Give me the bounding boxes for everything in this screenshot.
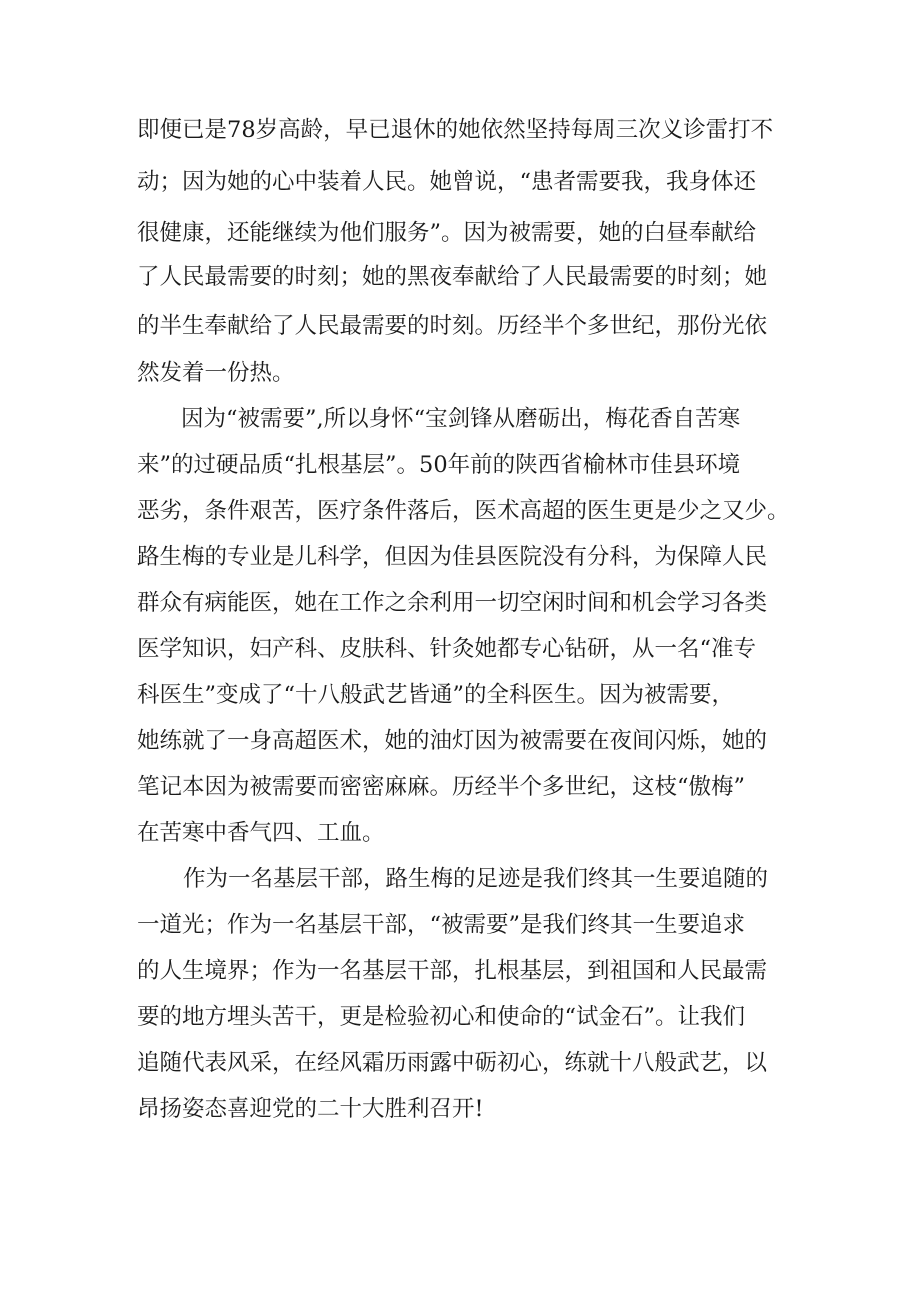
paragraph-1-line-2: 动；因为她的心中装着人民。她曾说，“患者需要我，我身体还 bbox=[137, 169, 757, 195]
paragraph-3-line-1: 作为一名基层干部，路生梅的足迹是我们终其一生要追随的 bbox=[183, 866, 769, 892]
paragraph-2-line-7: 科医生”变成了“十八般武艺皆通”的全科医生。因为被需要， bbox=[137, 682, 735, 708]
paragraph-1-line-3: 很健康，还能继续为他们服务”。因为被需要，她的白昼奉献给 bbox=[137, 220, 757, 246]
paragraph-3-line-6: 昂扬姿态喜迎党的二十大胜利召开! bbox=[137, 1096, 484, 1122]
paragraph-2-line-5: 群众有病能医，她在工作之余利用一切空闲时间和机会学习各类 bbox=[137, 590, 768, 616]
paragraph-1-line-5: 的半生奉献给了人民最需要的时刻。历经半个多世纪，那份光依 bbox=[137, 313, 768, 339]
paragraph-3-line-4: 要的地方埋头苦干，更是检验初心和使命的“试金石”。让我们 bbox=[137, 1004, 746, 1030]
paragraph-2-line-4: 路生梅的专业是儿科学，但因为佳县医院没有分科，为保障人民 bbox=[137, 544, 768, 570]
paragraph-2-line-1: 因为“被需要”,所以身怀“宝剑锋从磨砺出，梅花香自苦寒 bbox=[181, 406, 741, 432]
paragraph-1-line-6: 然发着一份热。 bbox=[137, 360, 295, 386]
paragraph-2-line-3: 恶劣，条件艰苦，医疗条件落后，医术高超的医生更是少之又少。 bbox=[137, 498, 790, 524]
paragraph-2-line-9: 笔记本因为被需要而密密麻麻。历经半个多世纪，这枝“傲梅” bbox=[137, 774, 746, 800]
paragraph-3-line-2: 一道光；作为一名基层干部，“被需要”是我们终其一生要追求 bbox=[137, 912, 746, 938]
paragraph-2-line-6: 医学知识，妇产科、皮肤科、针灸她都专心钻研，从一名“准专 bbox=[137, 636, 757, 662]
paragraph-3-line-5: 追随代表风采，在经风霜历雨露中砺初心，练就十八般武艺，以 bbox=[137, 1050, 768, 1076]
paragraph-2-line-2: 来”的过硬品质“扎根基层”。50年前的陕西省榆林市佳县环境 bbox=[137, 452, 741, 478]
paragraph-3-line-3: 的人生境界；作为一名基层干部，扎根基层，到祖国和人民最需 bbox=[137, 958, 768, 984]
paragraph-1-line-4: 了人民最需要的时刻；她的黑夜奉献给了人民最需要的时刻；她 bbox=[137, 264, 768, 290]
paragraph-1-line-1: 即便已是78岁高龄，早已退休的她依然坚持每周三次义诊雷打不 bbox=[137, 117, 774, 143]
paragraph-2-line-10: 在苦寒中香气四、工血。 bbox=[137, 820, 385, 846]
paragraph-2-line-8: 她练就了一身高超医术，她的油灯因为被需要在夜间闪烁，她的 bbox=[137, 728, 768, 754]
